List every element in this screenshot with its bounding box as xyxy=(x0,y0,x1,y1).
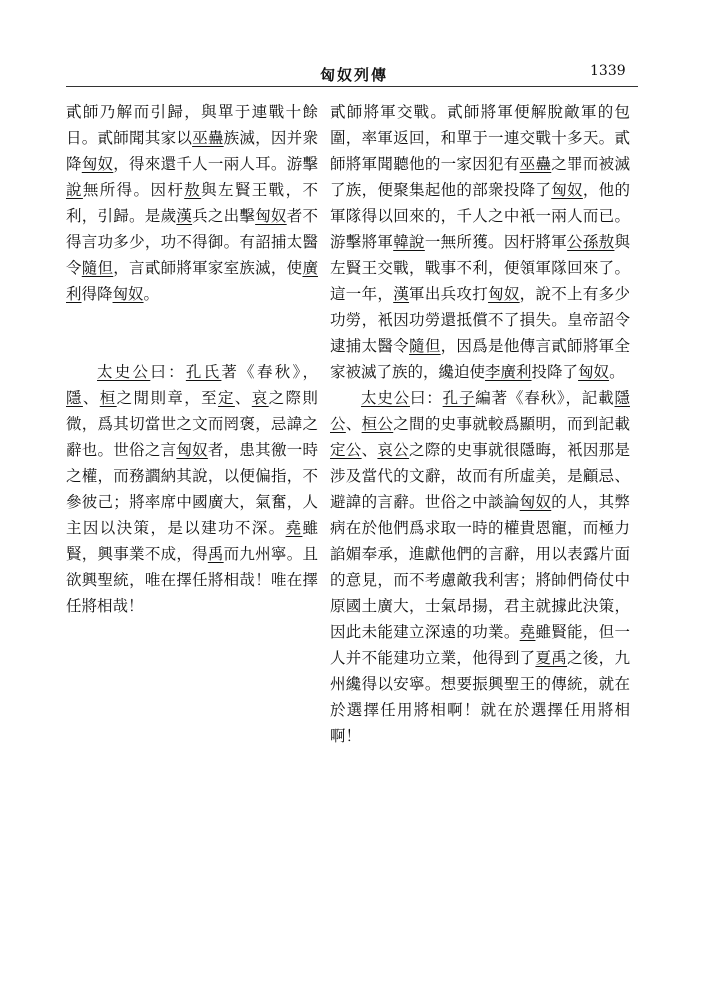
proper-name-underlined: 太史公 xyxy=(97,363,151,381)
text-run: 編著《春秋》，記載 xyxy=(475,389,615,407)
text-run: 一無所獲。因杅將軍 xyxy=(424,233,568,251)
page-header xyxy=(0,0,716,90)
proper-name-underlined: 李廣利 xyxy=(485,363,532,381)
proper-name-underlined: 說 xyxy=(66,181,83,199)
text-run: 、 xyxy=(345,415,362,433)
proper-name-underlined: 巫蠱 xyxy=(519,155,552,173)
original-paragraph-1 xyxy=(66,99,318,307)
text-run: 曰： xyxy=(409,389,443,407)
proper-name-underlined: 禹 xyxy=(207,545,224,563)
proper-name-underlined: 孔子 xyxy=(442,389,476,407)
text-run: 得降 xyxy=(81,285,113,303)
translation-paragraph-2 xyxy=(330,385,630,749)
text-run: 軍出兵攻打 xyxy=(409,285,489,303)
proper-name-underlined: 夏禹 xyxy=(535,649,568,667)
text-run: ，因爲是他傳言貳師將軍全家被滅了族的，纔迫使 xyxy=(330,337,630,381)
proper-name-underlined: 隨但 xyxy=(409,337,441,355)
text-run: 雖賢，興事業不成，得 xyxy=(66,519,318,563)
proper-name-underlined: 桓公 xyxy=(361,415,394,433)
proper-name-underlined: 匈奴 xyxy=(112,285,144,303)
proper-name-underlined: 隱 xyxy=(66,389,83,407)
proper-name-underlined: 哀 xyxy=(251,389,269,407)
proper-name-underlined: 匈奴 xyxy=(81,155,114,173)
proper-name-underlined: 敖 xyxy=(184,181,202,199)
proper-name-underlined: 定 xyxy=(217,389,235,407)
original-text-column xyxy=(66,99,318,619)
text-run: 之閒則章，至 xyxy=(116,389,218,407)
proper-name-underlined: 巫蠱 xyxy=(192,129,224,147)
text-run: 。 xyxy=(143,285,160,303)
proper-name-underlined: 漢 xyxy=(393,285,410,303)
proper-name-underlined: 隨但 xyxy=(81,259,114,277)
proper-name-underlined: 隱公 xyxy=(330,389,630,433)
text-run: 投降了 xyxy=(531,363,579,381)
proper-name-underlined: 匈奴 xyxy=(551,181,583,199)
proper-name-underlined: 太史公 xyxy=(361,389,410,407)
proper-name-underlined: 匈奴 xyxy=(176,441,208,459)
text-run: 者不得言功多少，功不得御。有詔捕太醫令 xyxy=(66,207,318,277)
page-number: 1339 xyxy=(590,63,626,79)
proper-name-underlined: 定公 xyxy=(330,441,362,459)
text-run: 著《春秋》， xyxy=(221,363,318,381)
proper-name-underlined: 堯 xyxy=(285,519,303,537)
running-title: 匈奴列傳 xyxy=(320,66,389,84)
text-run: ，得來還千人一兩人耳。游擊 xyxy=(113,155,318,173)
text-run: 之際則微，爲其切當世之文而罔褒，忌諱之辭也。世俗之言 xyxy=(66,389,318,459)
proper-name-underlined: 匈奴 xyxy=(578,363,610,381)
text-run: 。 xyxy=(609,363,625,381)
text-run: 兵之出擊 xyxy=(192,207,256,225)
text-run: 族滅，因并衆降 xyxy=(66,129,318,173)
proper-name-underlined: 韓說 xyxy=(393,233,425,251)
text-run: 、 xyxy=(82,389,100,407)
proper-name-underlined: 漢 xyxy=(176,207,193,225)
paragraph-gap xyxy=(66,307,318,359)
text-run: ，他的軍隊得以回來的，千人之中衹一兩人而已。游擊將軍 xyxy=(330,181,630,251)
proper-name-underlined: 公孫敖 xyxy=(567,233,615,251)
text-run: ，說不上有多少功勞，衹因功勞還抵償不了損失。皇帝詔令逮捕太醫令 xyxy=(330,285,630,355)
text-run: 貳師將軍交戰。貳師將軍便解脫敵軍的包圍，率軍返回，和單于一連交戰十多天。貳師將軍聞聽他的一家因犯有 xyxy=(330,103,630,173)
text-run: 與左賢王交戰，戰事不利，便領軍隊回來了。這一年， xyxy=(330,233,630,303)
proper-name-underlined: 桓 xyxy=(99,389,117,407)
text-run: 而九州寧。且欲興聖統，唯在擇任將相哉！唯在擇任將相哉！ xyxy=(66,545,318,615)
proper-name-underlined: 哀公 xyxy=(377,441,410,459)
text-run: 之後，九州纔得以安寧。想要振興聖王的傳統，就在於選擇任用將相啊！就在於選擇任用將相啊！ xyxy=(330,649,630,745)
proper-name-underlined: 廣利 xyxy=(66,259,318,303)
proper-name-underlined: 匈奴 xyxy=(255,207,287,225)
text-run: ，言貳師將軍家室族滅，使 xyxy=(113,259,303,277)
proper-name-underlined: 匈奴 xyxy=(488,285,520,303)
text-run: 無所得。因杅 xyxy=(82,181,185,199)
proper-name-underlined: 堯 xyxy=(519,623,536,641)
text-run: 雖賢能，但一人并不能建功立業，他得到了 xyxy=(330,623,630,667)
proper-name-underlined: 匈奴 xyxy=(519,493,552,511)
text-run: 者，患其徼一時之權，而務讇納其說，以便偏指，不參彼己；將率席中國廣大，氣奮，人主因以決策，是以建功不深。 xyxy=(66,441,318,537)
text-run: 之際的史事就很隱晦，衹因那是涉及當代的文辭，故而有所虛美，是顧忌、避諱的言辭。世俗之中談論 xyxy=(330,441,630,511)
text-run: 與左賢王戰，不利，引歸。是歲 xyxy=(66,181,318,225)
text-run: 、 xyxy=(234,389,252,407)
text-run: 之罪而被滅了族，便聚集起他的部衆投降了 xyxy=(330,155,630,199)
translation-paragraph-1 xyxy=(330,99,630,385)
text-run: 的人，其弊病在於他們爲求取一時的權貴恩寵，而極力諂媚奉承，進獻他們的言辭，用以表露片面的意見，而不考慮敵我利害；將帥們倚仗中原國土廣大，士氣昂揚，君主就據此決策，因此未能建立深遠的功業。 xyxy=(330,493,630,641)
original-paragraph-2 xyxy=(66,359,318,619)
proper-name-underlined: 孔氏 xyxy=(185,363,222,381)
text-run: 、 xyxy=(361,441,378,459)
translation-column xyxy=(330,99,630,749)
text-run: 貳師乃解而引歸，與單于連戰十餘日。貳師聞其家以 xyxy=(66,103,318,147)
text-run: 之間的史事就較爲顯明，而到記載 xyxy=(393,415,630,433)
text-run: 曰： xyxy=(150,363,186,381)
header-rule xyxy=(66,86,638,87)
